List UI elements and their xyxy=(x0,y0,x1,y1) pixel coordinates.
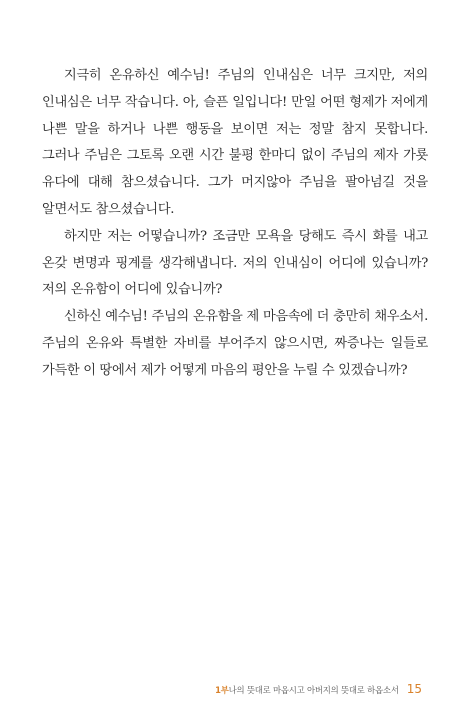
part-label: 1부 xyxy=(215,685,229,695)
paragraph: 하지만 저는 어떻습니까? 조금만 모욕을 당해도 즉시 화를 내고 온갖 변명과 핑계를 생각해냅니다. 저의 인내심이 어디에 있습니까? 저의 온유함이 어디에 있습니까? xyxy=(42,228,428,298)
page-footer xyxy=(215,682,422,696)
running-head xyxy=(215,684,399,696)
running-title: 나의 뜻대로 마옵시고 아버지의 뜻대로 하옵소서 xyxy=(228,685,399,695)
paragraph: 지극히 온유하신 예수님! 주님의 인내심은 너무 크지만, 저의 인내심은 너무 작습니다. 아, 슬픈 일입니다! 만일 어떤 형제가 저에게 나쁜 말을 하거나 나쁜 행동을 보이면 저는 정말 참지 못합니다. 그러나 주님은 그토록 오랜 시간 불평 한마디 없이 주님의 제자 가룟 유다에 대해 참으셨습니다. 그가 머지않아 주님을 팔아넘길 것을 알면서도 참으셨습니다. xyxy=(42,68,428,217)
body-text xyxy=(42,63,428,385)
paragraph: 신하신 예수님! 주님의 온유함을 제 마음속에 더 충만히 채우소서. 주님의 온유와 특별한 자비를 부어주지 않으시면, 짜증나는 일들로 가득한 이 땅에서 제가 어떻게 마음의 평안을 누릴 수 있겠습니까? xyxy=(42,309,428,378)
page-number: 15 xyxy=(406,682,422,696)
